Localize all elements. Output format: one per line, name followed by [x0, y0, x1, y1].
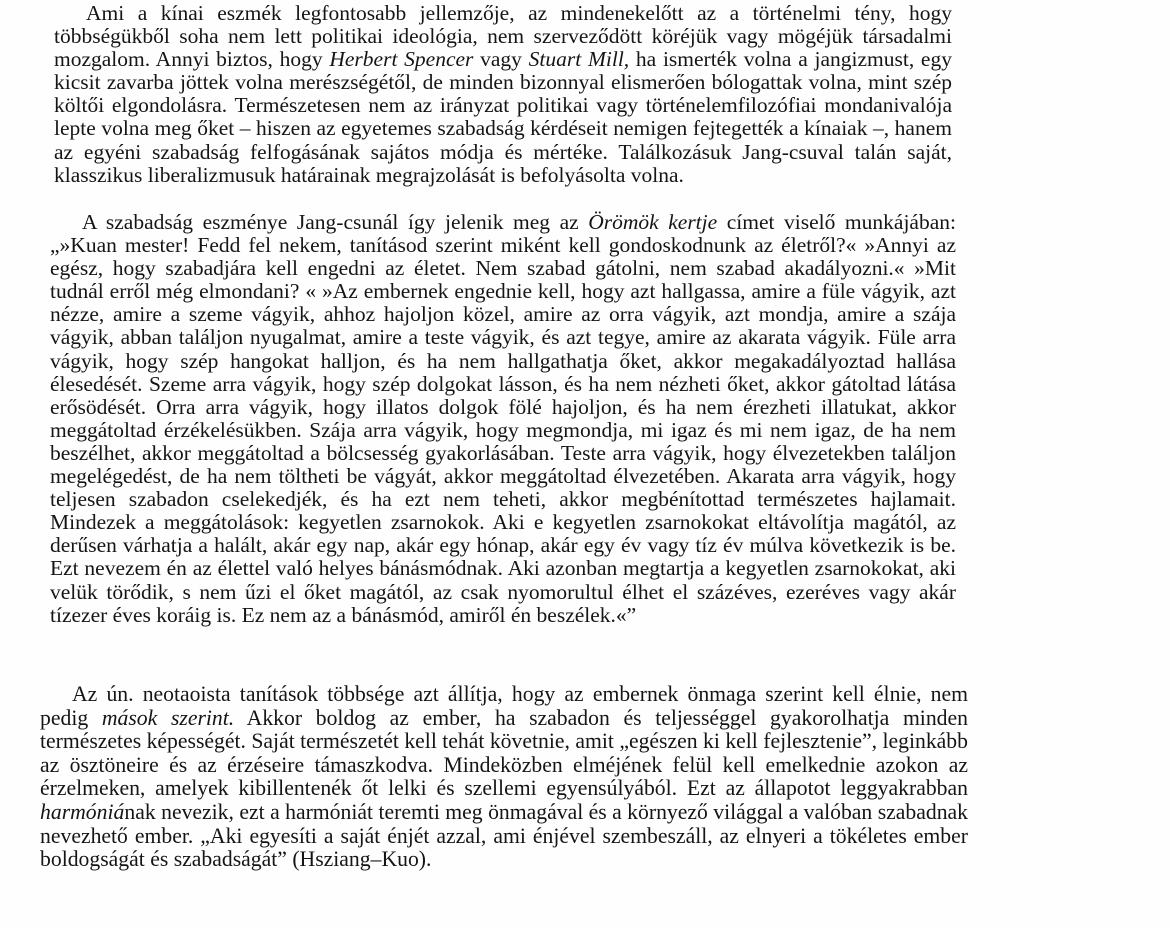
text-run: A szabadság eszménye Jang-csunál így jelenik meg az: [82, 210, 589, 234]
text-run: nak nevezik, ezt a harmóniát teremti meg önmagával és a környező világgal a valóban szabadnak nevezhető ember. „Aki egyesíti a saját énjét azzal, ami énjével szembeszáll, az elnyeri a tökéletes ember boldogságát és szabadságát” (Hsziang–Kuo).: [40, 799, 969, 872]
text-run: Ami a kínai eszmék legfontosabb jellemzője, az mindenekelőtt az a történelmi tény, hogy többségükből soha nem lett politikai ideológia, nem szerveződött köréjük vagy mögéjük társadalmi mozgalom. Annyi biztos, hogy: [54, 1, 952, 72]
body-paragraph: [54, 2, 952, 187]
text-run: Az ún. neotaoista tanítások többsége azt állítja, hogy az embernek önmaga szerint kell élnie, nem pedig: [40, 682, 968, 730]
italic-work-title: Örömök kertje: [588, 210, 718, 234]
italic-emphasis: mások szerint.: [101, 705, 235, 730]
text-run: vagy: [473, 47, 529, 72]
text-run: Akkor boldog az ember, ha szabadon és teljességgel gyakorolhatja minden természetes képességét. Saját természetét kell tehát követnie, amit „egészen ki kell fejlesztenie”, leginkább az ösztöneire és az érzéseire támaszkodva. Mindeközben elméjének felül kell emelkednie azokon az érzelmeken, amelyek kibillentenék őt lelki és szellemi egyensúlyából. Ezt az állapotot leggyakrabban: [40, 705, 968, 801]
italic-name-spencer: Herbert Spencer: [329, 47, 474, 72]
text-run: ha ismerték volna a jangizmust, egy kicsit zavarba jöttek volna merészségétől, de minden bizonnyal elismerően bólogattak volna, mint szép költői elgondolásra. Természetesen nem az irányzat politikai vagy történelemfilozófiai mondanivalója lepte volna meg őket – hiszen az egyetemes szabadság kérdéseit nemigen fejtegették a kínaiak –, hanem az egyéni szabadság felfogásának sajátos módja és mértéke. Találkozásuk Jang-csuval talán saját, klasszikus liberalizmusuk határainak megrajzolását is befolyásolta volna.: [54, 47, 952, 187]
body-paragraph: [40, 683, 968, 872]
body-paragraph: [50, 211, 956, 627]
quotation-text: címet viselő munkájában: „»Kuan mester! Fedd fel nekem, tanításod szerint miként kell gondoskodnunk az életről?« »Annyi az egész, hogy szabadjára kell engedni az életet. Nem szabad gátolni, nem szabad akadályozni.« »Mit tudnál erről még elmondani? « »Az embernek engednie kell, hogy azt hallgassa, amire a füle vágyik, azt nézze, amire a szeme vágyik, ahhoz hajoljon közel, amire az orra vágyik, azt mondja, amire a szája vágyik, abban találjon nyugalmat, amire a teste vágyik, és azt tegye, amire az akarata vágyik. Füle arra vágyik, hogy szép hangokat halljon, és ha nem hallgathatja őket, akkor megakadályoztad hallása élesedését. Szeme arra vágyik, hogy szép dolgokat lásson, és ha nem nézheti őket, akkor gátoltad látása erősödését. Orra arra vágyik, hogy illatos dolgok fölé hajoljon, és ha nem érezheti illatukat, akkor meggátoltad érzékelésükben. Szája arra vágyik, hogy megmondja, mi igaz és mi nem igaz, de ha nem beszélhet, akkor meggátoltad a bölcsesség gyakorlásában. Teste arra vágyik, hogy élvezetekben találjon megelégedést, de ha nem töltheti be vágyát, akkor meggátoltad élvezetében. Akarata arra vágyik, hogy teljesen szabadon cselekedjék, és ha ezt nem teheti, akkor megbénítottad természetes hajlamait. Mindezek a meggátolások: kegyetlen zsarnokok. Aki e kegyetlen zsarnokokat eltávolítja magától, az derűsen várhatja a halált, akár egy nap, akár egy hónap, akár egy év vagy tíz év múlva következik is be. Ezt nevezem én az élettel való helyes bánásmódnak. Aki azonban megtartja a kegyetlen zsarnokokat, aki velük törődik, s nem űzi el őket magától, az csak nyomorultul élhet el százéves, ezeréves vagy akár tízezer éves koráig is. Ez nem az a bánásmód, amiről én beszélek.«”: [50, 210, 956, 627]
italic-term-harmony: harmóniá: [40, 799, 125, 824]
italic-name-mill: Stuart Mill,: [528, 47, 630, 72]
